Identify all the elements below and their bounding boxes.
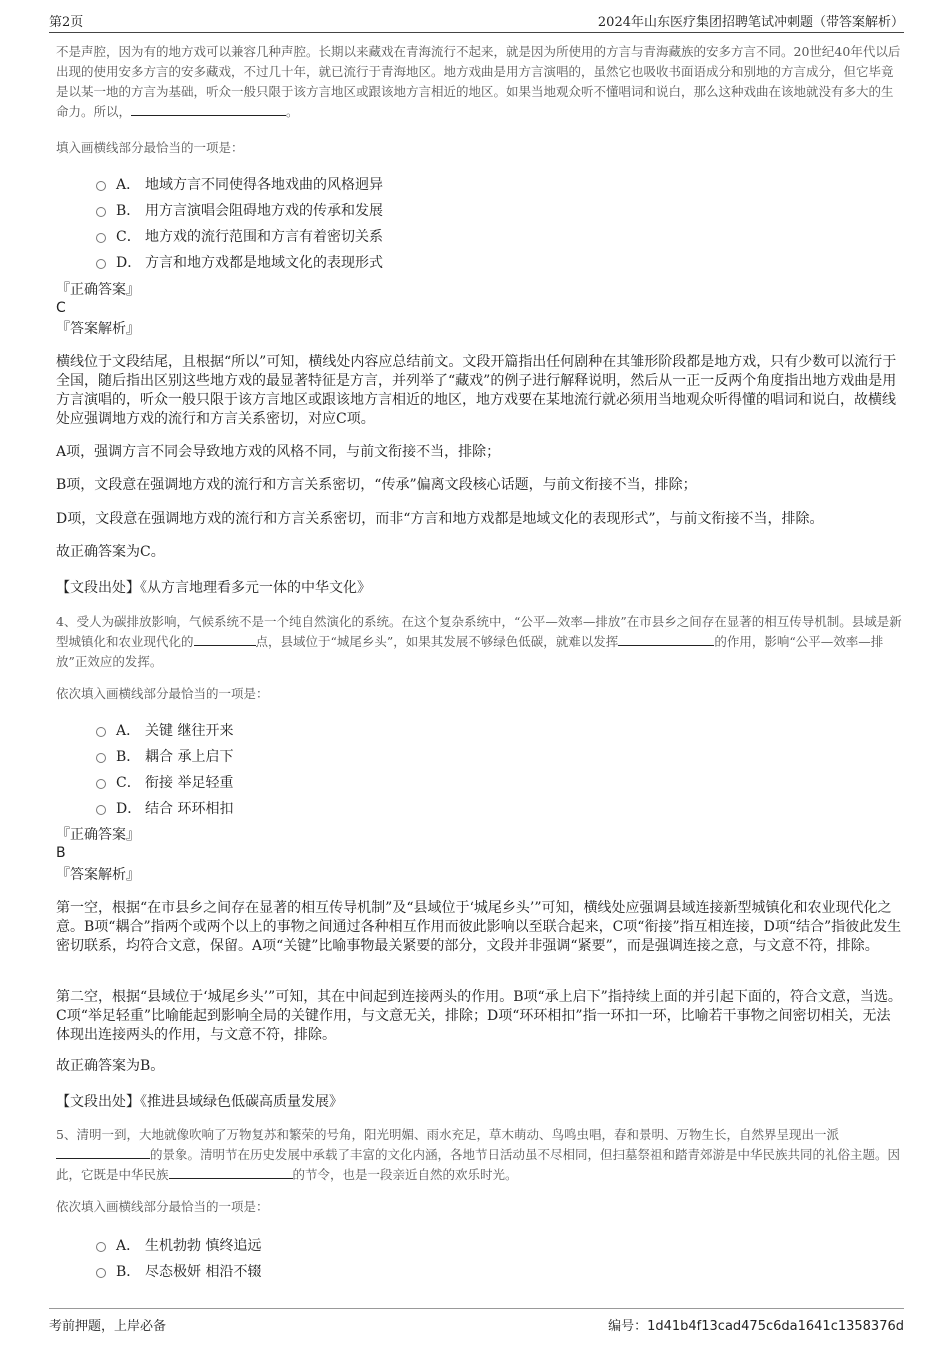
q4-analysis-blank-1: 第一空，根据“在市县乡之间存在显著的相互传导机制”及“县域位于‘城尾乡头’”可知，横线处应强调县域连接新型城镇化和农业现代化之意。B项“耦合”指两个或两个以上的事物之间通过各种相互作用而彼此影响以至联合起来，C项“衔接”指互相连接，D项“结合”指彼此发生密切联系，均符合文意，保留。A项“关键”比喻事物最关紧要的部分，文段并非强调“紧要”，而是强调连接之意，与文意不符，排除。 xyxy=(56,900,902,954)
q3-option-c[interactable]: C． 地方戏的流行范围和方言有着密切关系 xyxy=(96,223,383,249)
q4-blank-2 xyxy=(618,633,714,646)
q5-passage: 5、清明一到，大地就像吹响了万物复苏和繁荣的号角，阳光明媚、雨水充足，草木萌动、鸟鸣虫唱，春和景明、万物生长，自然界呈现出一派的景象。清明节在历史发展中承载了丰富的文化内涵，各地节日活动虽不尽相同，但扫墓祭祖和踏青郊游是中华民族共同的礼俗主题。因此，它既是中华民族 的节令，也是一段亲近自然的欢乐时光。 xyxy=(56,1127,901,1182)
q4-options xyxy=(96,717,233,821)
q3-analysis-main: 横线位于文段结尾，且根据“所以”可知，横线处内容应总结前文。文段开篇指出任何剧种在其雏形阶段都是地方戏，只有少数可以流行于全国，随后指出区别这些地方戏的最显著特征是方言，并列举了“藏戏”的例子进行解释说明，然后从一正一反两个角度指出地方戏曲是用方言演唱的，听众一般只限于该方言地区或跟该地方言相近的地区，地方戏要在某地流行就必须用当地观众听得懂的唱词和说白，故横线处应强调地方戏的流行和方言关系密切，对应C项。 xyxy=(56,354,897,427)
q4-option-a[interactable]: A． 关键 继往开来 xyxy=(96,717,233,743)
q4-blank-1 xyxy=(194,633,256,646)
q4-conclusion: 故正确答案为B。 xyxy=(56,1058,165,1074)
q3-options xyxy=(96,171,383,275)
q3-analysis-label: 『答案解析』 xyxy=(56,321,140,337)
q3-blank xyxy=(131,103,286,116)
radio-icon[interactable] xyxy=(96,779,106,789)
q3-passage: 不是声腔，因为有的地方戏可以兼容几种声腔。长期以来藏戏在青海流行不起来，就是因为所使用的方言与青海藏族的安多方言不同。20世纪40年代以后出现的使用安多方言的安多藏戏，不过几十年，就已流行于青海地区。地方戏曲是用方言演唱的，虽然它也吸收书面语成分和别地的方言成分，但它毕竟是以某一地的方言为基础，听众一般只限于该方言地区或跟该地方言相近的地区。如果当地观众听不懂唱词和说白，那么这种戏曲在该地就没有多大的生命力。所以， 。 xyxy=(56,44,901,119)
q5-options xyxy=(96,1232,261,1284)
document-title: 2024年山东医疗集团招聘笔试冲刺题（带答案解析） xyxy=(597,15,904,30)
q3-analysis-b: B项，文段意在强调地方戏的流行和方言关系密切，“传承”偏离文段核心话题，与前文衔接不当，排除； xyxy=(56,477,697,493)
q4-passage: 4、受人为碳排放影响，气候系统不是一个纯自然演化的系统。在这个复杂系统中，“公平—效率—排放”在市县乡之间存在显著的相互传导机制。县域是新型城镇化和农业现代化的 点，县域位于“城尾乡头”，如果其发展不够绿色低碳，就难以发挥 的作用，影响“公平—效率—排放”正效应的发挥。 xyxy=(56,614,902,669)
q4-prompt: 依次填入画横线部分最恰当的一项是： xyxy=(56,686,269,701)
q5-blank-2 xyxy=(169,1166,293,1179)
q4-source: 【文段出处】《推进县域绿色低碳高质量发展》 xyxy=(56,1094,343,1110)
radio-icon[interactable] xyxy=(96,207,106,217)
radio-icon[interactable] xyxy=(96,181,106,191)
q3-prompt: 填入画横线部分最恰当的一项是： xyxy=(56,140,244,155)
q3-option-b[interactable]: B． 用方言演唱会阻碍地方戏的传承和发展 xyxy=(96,197,383,223)
q4-option-c[interactable]: C． 衔接 举足轻重 xyxy=(96,769,233,795)
q3-answer-label: 『正确答案』 xyxy=(56,282,140,298)
q4-analysis-label: 『答案解析』 xyxy=(56,867,140,883)
q3-option-a[interactable]: A． 地域方言不同使得各地戏曲的风格迥异 xyxy=(96,171,383,197)
q3-source: 【文段出处】《从方言地理看多元一体的中华文化》 xyxy=(56,580,371,596)
page-header xyxy=(49,8,904,33)
q3-analysis-a: A项，强调方言不同会导致地方戏的风格不同，与前文衔接不当，排除； xyxy=(56,444,501,460)
q4-answer: B xyxy=(56,845,66,861)
q5-prompt: 依次填入画横线部分最恰当的一项是： xyxy=(56,1199,269,1214)
q3-analysis-d: D项，文段意在强调地方戏的流行和方言关系密切，而非“方言和地方戏都是地域文化的表现形式”，与前文衔接不当，排除。 xyxy=(56,511,824,527)
q5-option-b[interactable]: B． 尽态极妍 相沿不辍 xyxy=(96,1258,261,1284)
q4-answer-label: 『正确答案』 xyxy=(56,827,140,843)
radio-icon[interactable] xyxy=(96,1242,106,1252)
q3-conclusion: 故正确答案为C。 xyxy=(56,544,165,560)
footer-slogan: 考前押题，上岸必备 xyxy=(49,1319,167,1334)
q5-blank-1 xyxy=(56,1146,150,1159)
radio-icon[interactable] xyxy=(96,259,106,269)
radio-icon[interactable] xyxy=(96,753,106,763)
radio-icon[interactable] xyxy=(96,1268,106,1278)
q4-analysis-blank-2: 第二空，根据“县域位于‘城尾乡头’”可知，其在中间起到连接两头的作用。B项“承上启下”指持续上面的并引起下面的，符合文意，当选。C项“举足轻重”比喻能起到影响全局的关键作用，与文意无关，排除；D项“环环相扣”指一环扣一环，比喻若干事物之间密切相关，无法体现出连接两头的作用，与文意不符，排除。 xyxy=(56,989,902,1043)
q4-option-b[interactable]: B． 耦合 承上启下 xyxy=(96,743,233,769)
radio-icon[interactable] xyxy=(96,233,106,243)
q3-answer: C xyxy=(56,300,66,316)
q3-option-d[interactable]: D． 方言和地方戏都是地域文化的表现形式 xyxy=(96,249,383,275)
radio-icon[interactable] xyxy=(96,805,106,815)
document-code: 编号：1d41b4f13cad475c6da1641c1358376d xyxy=(608,1319,904,1334)
radio-icon[interactable] xyxy=(96,727,106,737)
page-footer xyxy=(49,1308,904,1335)
q5-option-a[interactable]: A． 生机勃勃 慎终追远 xyxy=(96,1232,261,1258)
q4-option-d[interactable]: D． 结合 环环相扣 xyxy=(96,795,233,821)
page-number: 第2页 xyxy=(49,15,84,30)
